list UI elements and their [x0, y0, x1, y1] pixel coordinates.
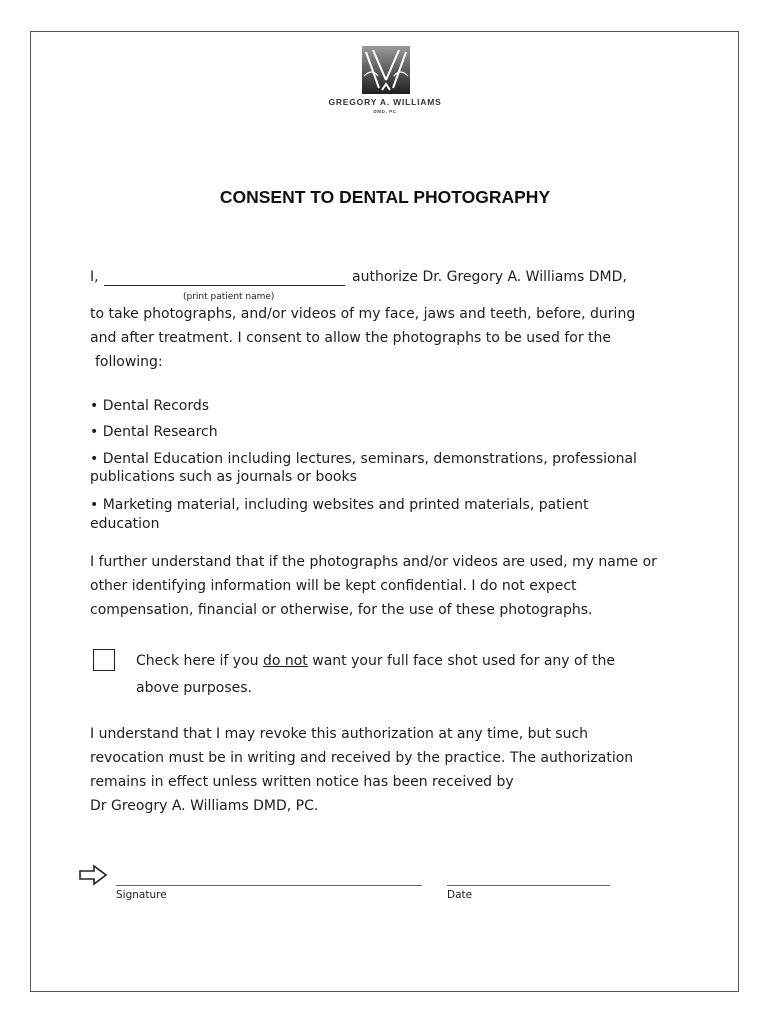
intro-line-1: to take photographs, and/or videos of my face, jaws and teeth, before, during: [90, 306, 636, 322]
document-title: CONSENT TO DENTAL PHOTOGRAPHY: [219, 187, 551, 207]
checkbox-label-before: Check here if you: [136, 653, 263, 669]
use-item-dental-research: • Dental Research: [90, 424, 218, 440]
practice-suffix: DMD, PC: [373, 109, 397, 114]
intro-prefix: I,: [90, 269, 99, 285]
use-item-dental-education: • Dental Education including lectures, seminars, demonstrations, professional: [90, 451, 637, 467]
revocation-line-3: remains in effect unless written notice has been received by: [90, 774, 514, 790]
use-item-marketing: • Marketing material, including websites and printed materials, patient: [90, 497, 589, 513]
intro-line-3: following:: [95, 354, 163, 370]
practice-logo-icon: [362, 46, 410, 94]
confidentiality-line-2: other identifying information will be kept confidential. I do not expect: [90, 578, 577, 594]
use-item-dental-records: • Dental Records: [90, 398, 210, 414]
revocation-line-2: revocation must be in writing and received by the practice. The authorization: [90, 750, 634, 766]
date-field[interactable]: [447, 885, 610, 886]
date-label: Date: [447, 889, 473, 901]
revocation-line-1: I understand that I may revoke this authorization at any time, but such: [90, 726, 589, 742]
revocation-line-4: Dr Greogry A. Williams DMD, PC.: [90, 798, 319, 814]
confidentiality-line-3: compensation, financial or otherwise, for the use of these photographs.: [90, 602, 593, 618]
intro-line-2: and after treatment. I consent to allow the photographs to be used for the: [90, 330, 612, 346]
patient-name-field[interactable]: [104, 285, 345, 286]
arrow-right-icon: [78, 864, 108, 886]
signature-field[interactable]: [116, 885, 422, 886]
patient-name-hint: (print patient name): [183, 292, 275, 302]
use-item-marketing-cont: education: [90, 516, 160, 532]
confidentiality-line-1: I further understand that if the photographs and/or videos are used, my name or: [90, 554, 657, 570]
checkbox-label-after: want your full face shot used for any of the: [307, 653, 615, 669]
signature-label: Signature: [116, 889, 167, 901]
checkbox-label-emphasis: do not: [262, 653, 308, 669]
intro-authorize: authorize Dr. Gregory A. Williams DMD,: [352, 269, 627, 285]
no-full-face-checkbox[interactable]: [93, 649, 115, 671]
use-item-dental-education-cont: publications such as journals or books: [90, 469, 357, 485]
checkbox-label: [136, 653, 615, 669]
practice-name: GREGORY A. WILLIAMS: [328, 97, 442, 107]
checkbox-label-line-2: above purposes.: [136, 680, 252, 696]
